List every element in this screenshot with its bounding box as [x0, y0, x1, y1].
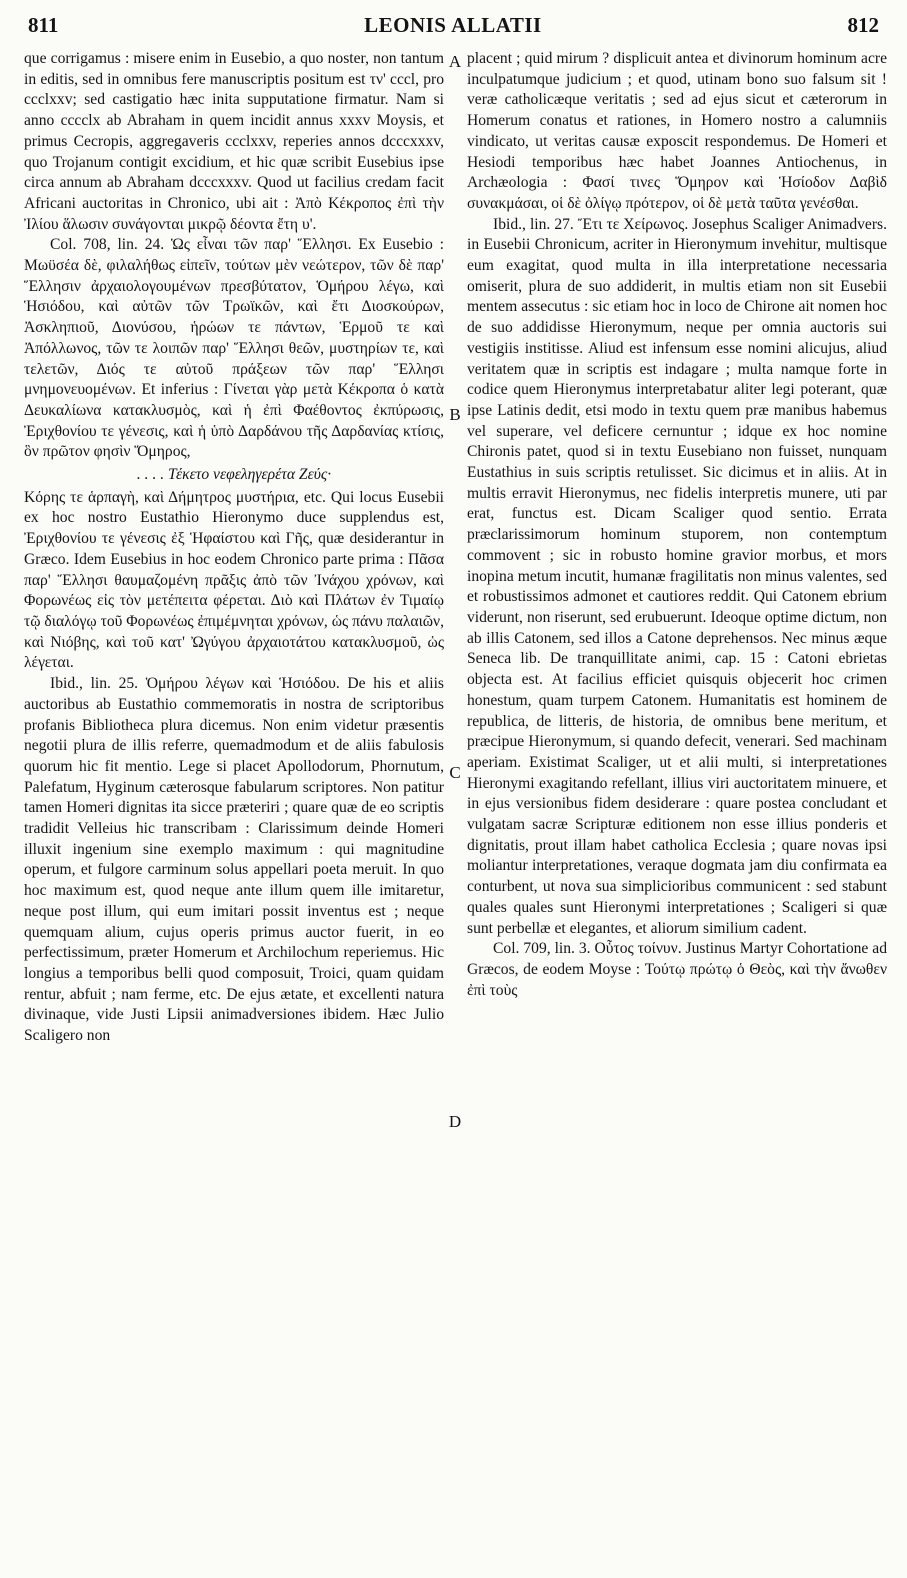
- paragraph: Κόρης τε ἁρπαγὴ, καὶ Δήμητρος μυστήρια, etc. Qui locus Eusebii ex hoc nostro Eustathio Hieronymo duce supplendus est, Ἐριχθονίου τε γένεσις ἐξ Ἡφαίστου καὶ Γῆς, quæ desiderantur in Græco. Idem Eusebius in hoc eodem Chronico parte prima : Πᾶσα παρ' Ἕλλησι θαυμαζομένη πρᾶξις ἀπὸ τῶν Ἰνάχου χρόνων, καὶ Φορωνέως εἰς τὸν μετέπειτα φέρεται. Διὸ καὶ Πλάτων ἐν Τιμαίῳ τῷ διαλόγῳ τοῦ Φορωνέως ἐπιμέμνηται χρόνων, ὡς πάνυ παλαιῶν, καὶ Νιόβης, καὶ τοῦ κατ' Ὠγύγου ἀρχαιοτάτου κατακλυσμοῦ, ὡς λέγεται.: [24, 488, 444, 672]
- verse-quotation: . . . . Τέκετο νεφεληγερέτα Ζεύς·: [136, 466, 332, 484]
- paragraph: que corrigamus : misere enim in Eusebio, a quo noster, non tantum in editis, sed in omnibus fere manuscriptis positum est τν' cccl, pro ccclxxv; sed castigatio hæc inita supputatione firmatur. Nam si anno cccclx ab Abraham in quem incidit annus xxxv Moysis, et primus Cecropis, aggregaveris ccclxxv, reperies annos dcccxxxv, quo Trojanum contigit excidium, et hic quæ scribit Eusebius ipse circa annum ab Abraham dcccxxxv. Quod ut facilius credam facit Africani auctoritas in Chronico, ubi ait : Ἀπὸ Κέκροπος ἐπὶ τὴν Ἰλίου ἅλωσιν συνάγονται μικρῷ δέοντα ἔτη υ'.: [24, 50, 444, 233]
- paragraph: Col. 708, lin. 24. Ὡς εἶναι τῶν παρ' Ἕλλησι. Ex Eusebio : Μωϋσέα δὲ, φιλαλήθως εἰπεῖν, τούτων μὲν νεώτερον, τῶν δὲ παρ' Ἕλλησιν ἀρχαιολογουμένων πρεσβύτατον, Ὁμήρου λέγω, καὶ Ἡσιόδου, καὶ αὐτῶν τῶν Τρωϊκῶν, καὶ ἔτι Διοσκούρων, Ἀσκληπιοῦ, Διονύσου, ἡρώων τε πάντων, Ἑρμοῦ τε καὶ Ἀπόλλωνος, τῶν τε λοιπῶν παρ' Ἕλλησι θεῶν, μυστηρίων τε, καὶ τελετῶν, Διός τε αὐτοῦ πράξεων τῶν παρ' Ἕλλησι μνημονευομένων. Et inferius : Γίνεται γὰρ μετὰ Κέκροπα ὁ κατὰ Δευκαλίωνα κατακλυσμὸς, καὶ ἡ ἐπὶ Φαέθοντος ἐκπύρωσις, Ἐριχθονίου τε γένεσις, καὶ ἡ ὑπὸ Δαρδάνου τῆς Δαρδανίας κτίσις, ὃν πρῶτον φησὶν Ὅμηρος,: [24, 236, 444, 461]
- right-column: [467, 49, 887, 1001]
- paragraph: Col. 709, lin. 3. Οὗτος τοίνυν. Justinus Martyr Cohortatione ad Græcos, de eodem Moyse : Τούτῳ πρώτῳ ὁ Θεὸς, καὶ τὴν ἄνωθεν ἐπὶ τοὺς: [467, 940, 887, 999]
- paragraph: placent ; quid mirum ? displicuit antea et divinorum hominum acre inculpatumque judicium ; et quod, utinam bono suo falsum sit ! veræ catholicæque veritatis ; sed ad ejus sicut et cæterorum in Homerum conatus et rationes, in Homero nostro a calumniis vindicato, ut veritas causæ exposcit respondemus. De Homeri et Hesiodi temporibus hæc habet Joannes Antiochenus, in Archæologia : Φασί τινες Ὅμηρον καὶ Ἡσίοδον Δαβὶδ συνακμάσαι, οἱ δὲ ὀλίγῳ πρότερον, οἱ δὲ μετὰ ταῦτα γενέσθαι.: [467, 50, 887, 212]
- paragraph: Ibid., lin. 27. Ἔτι τε Χείρωνος. Josephus Scaliger Animadvers. in Eusebii Chronicum, acriter in Hieronymum invehitur, multisque eum exagitat, quod multa in illa interpretatione necessaria omiserit, plura de suo addiderit, in multis etiam non sit Eusebii mentem assecutus : sic etiam hoc in loco de Chirone ait nomen hoc de suo addidisse Hieronymum, neque per omnia auctoris sui vestigiis institisse. Aliud est infensum esse nomini alicujus, aliud veritatem quæ in scriptis est indagare ; multa namque forte in codice quem Hieronymus interpretabatur aliter legi poterant, quæ ipse Latinis dedit, etsi modo in textu quem præ manibus habemus vel superare, vel deficere cernuntur ; idque ex hoc nomine Chironis patet, quod si in textu Eusebiano non fuisset, nunquam Eustathius in suis scriptis retulisset. Sic dicimus et in aliis. At in multis erravit Hieronymus, nec fidelis interpretis munere, uti par erat, functus est. Dicam Scaliger quod sentio. Errata præclarissimorum hominum stuporem, non contemptum commovent ; sic in robusto homine gravior morbus, et mors inopina metum incutit, humanæ fragilitatis non minus valentes, sed et robustissimos admonet et cautiores reddit. Qui Catonem ebrium viderunt, non riserunt, sed erubuerunt. Ideoque optime dictum, non ab illis Catonem, sed illos a Catone deprehensos. Nec minus æque Seneca lib. De tranquillitate animi, cap. 15 : Catoni ebrietas objecta est. At facilius efficiet quisquis objecerit hoc crimen honestum, quam turpem Catonem. Humanitatis est hominem de republica, de litteris, de historia, de omnibus bene meritum, et præcipue Hieronymum, si quando defecit, venerari. Sed machinam aperiam. Existimat Scaliger, ut et alii multi, si interpretationes Hieronymi exagitando refellant, illius viri auctoritatem minuere, et in ejus versionibus fidem desiderare : quare postea concludant et vulgatam sacræ Scripturæ editionem non esse illius ponderis et dignitatis, prout illam habet catholica Ecclesia ; quare novas ipsi moliantur interpretationes, veraque dogmata jam diu confirmata ea conturbent, ut nova sua simplicioribus communicent : sed stabunt quales quales sunt Hieronymi interpretationes ; Scaligeri si quæ sunt perbellæ et elegantes, et aliorum similium cadent.: [467, 215, 887, 937]
- running-title: LEONIS ALLATII: [364, 12, 542, 37]
- left-column: [24, 49, 444, 1047]
- margin-marker-b: B: [449, 405, 461, 424]
- page-number-left: 811: [28, 12, 59, 37]
- page-number-right: 812: [847, 12, 879, 37]
- margin-marker-c: C: [449, 763, 461, 782]
- margin-marker-d: D: [448, 1112, 462, 1131]
- running-header: [28, 10, 879, 40]
- paragraph: Ibid., lin. 25. Ὁμήρου λέγων καὶ Ἡσιόδου. De his et aliis auctoribus ab Eustathio commemoratis in nostra de scriptoribus profanis Bibliotheca plura dicemus. Non enim videtur præsentis negotii plura de illis referre, quemadmodum et de aliis fabulosis quorum hic fit mentio. Lege si placet Apollodorum, Phornutum, Palefatum, Hyginum cæterosque fabularum scriptores. Non patitur tamen Homeri dignitas ita sicce præteriri ; quare quæ de eo scriptis tradidit Velleius hic transcribam : Clarissimum deinde Homeri illuxit ingenium sine exemplo maximum : qui magnitudine operum, et fulgore carminum solus appellari poeta meruit. In quo hoc maximum est, quod neque ante illum quem ille imitaretur, neque post illum, qui eum imitari possit inventus est ; neque quemquam alium, cujus operis primus auctor fuerit, in eo perfectissimum, præter Homerum et Archilochum reperiemus. Hic longius a temporibus belli quod composuit, Troici, quam quidam rentur, abfuit ; nam ferme, etc. De ejus ætate, et excellenti natura divinaque, vide Justi Lipsii animadversiones ibidem. Hæc Julio Scaligero non: [24, 675, 444, 1045]
- margin-marker-a: A: [448, 52, 462, 71]
